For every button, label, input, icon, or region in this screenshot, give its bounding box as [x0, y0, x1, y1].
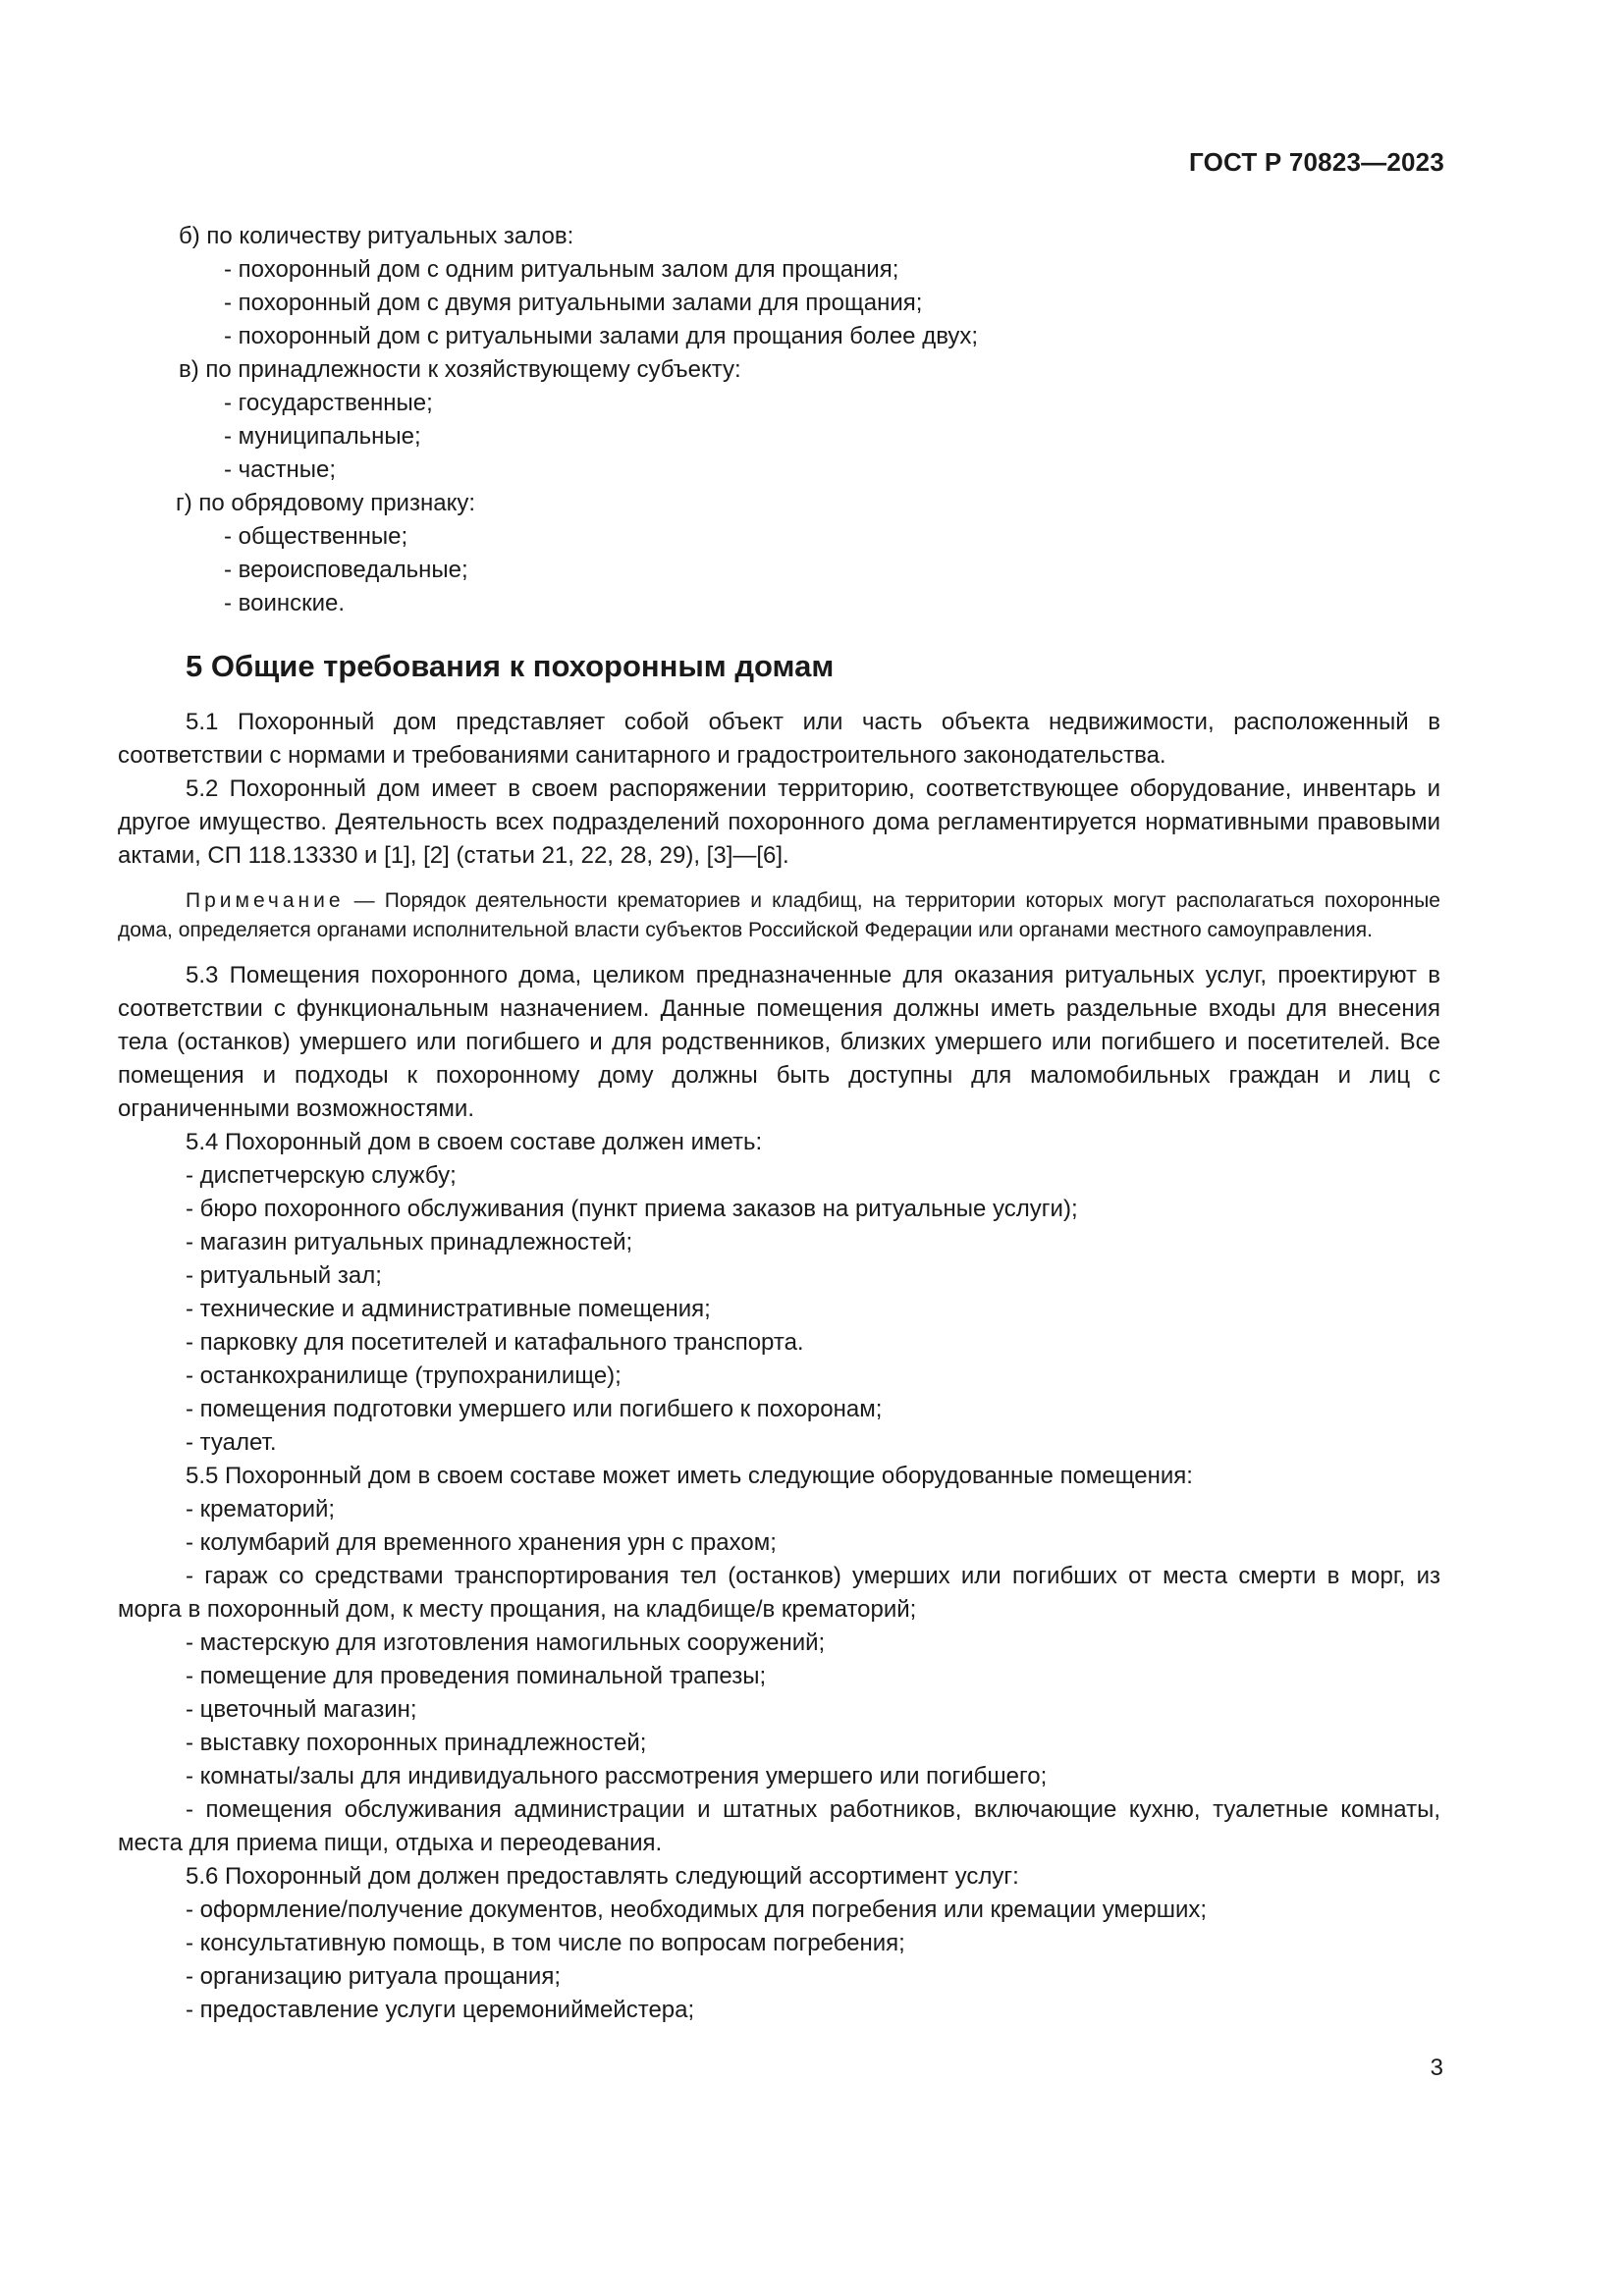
list-item: - выставку похоронных принадлежностей; [186, 1730, 647, 1756]
list-item: - останкохранилище (трупохранилище); [186, 1362, 622, 1389]
list-item: - похоронный дом с одним ритуальным залом для прощания; [224, 256, 899, 283]
list-item: - крематорий; [186, 1496, 336, 1522]
list-title: в) по принадлежности к хозяйствующему субъекту: [179, 356, 741, 383]
list-item: - ритуальный зал; [186, 1262, 382, 1289]
list-item: - воинские. [224, 590, 346, 616]
section-heading: 5 Общие требования к похоронным домам [186, 649, 835, 683]
list-item: - цветочный магазин; [186, 1696, 417, 1723]
paragraph-5-4: 5.4 Похоронный дом в своем составе должен иметь: [186, 1129, 763, 1155]
list-item: - помещения обслуживания администрации и штатных работников, включающие кухню, туалетные комнаты, места для приема пищи, отдыха и переодевания. [118, 1796, 1440, 1856]
list-item: - предоставление услуги церемониймейстера; [186, 1997, 695, 2023]
list-item: - колумбарий для временного хранения урн с прахом; [186, 1529, 777, 1556]
paragraph-5-2: 5.2 Похоронный дом имеет в своем распоряжении территорию, соответствующее оборудование, инвентарь и другое имущество. Деятельность всех подразделений похоронного дома регламентируется нормативными правовыми актами, СП 118.13330 и [1], [2] (статьи 21, 22, 28, 29), [3]—[6]. [118, 775, 1440, 869]
list-item: - помещение для проведения поминальной трапезы; [186, 1663, 767, 1689]
list-item: - мастерскую для изготовления намогильных сооружений; [186, 1629, 826, 1656]
note-text: — Порядок деятельности крематориев и кладбищ, на территории которых могут располагаться похоронные дома, определяется органами исполнительной власти субъектов Российской Федерации или органами местного самоуправления. [118, 889, 1440, 941]
page-content [118, 220, 1440, 2027]
list-item: - диспетчерскую службу; [186, 1162, 457, 1189]
list-item: - бюро похоронного обслуживания (пункт приема заказов на ритуальные услуги); [186, 1196, 1078, 1222]
list-item: - магазин ритуальных принадлежностей; [186, 1229, 633, 1255]
list-item: - технические и административные помещения; [186, 1296, 711, 1322]
paragraph-5-6: 5.6 Похоронный дом должен предоставлять следующий ассортимент услуг: [186, 1863, 1019, 1890]
list-item: - консультативную помощь, в том числе по вопросам погребения; [186, 1930, 905, 1956]
note [118, 886, 1440, 945]
list-item: - туалет. [186, 1429, 277, 1456]
list-item: - муниципальные; [224, 423, 421, 450]
list-title: г) по обрядовому признаку: [176, 490, 476, 516]
document-code: ГОСТ Р 70823—2023 [1189, 147, 1444, 177]
list-item: - помещения подготовки умершего или погибшего к похоронам; [186, 1396, 883, 1422]
list-item: - вероисповедальные; [224, 557, 468, 583]
list-item: - государственные; [224, 390, 433, 416]
paragraph-5-3: 5.3 Помещения похоронного дома, целиком предназначенные для оказания ритуальных услуг, проектируют в соответствии с функциональным назначением. Данные помещения должны иметь раздельные входы для внесения тела (останков) умершего или погибшего и для родственников, близких умершего или погибшего и посетителей. Все помещения и подходы к похоронному дому должны быть доступны для маломобильных граждан и лиц с ограниченными возможностями. [118, 962, 1440, 1122]
list-item: - похоронный дом с двумя ритуальными залами для прощания; [224, 290, 923, 316]
list-item: - общественные; [224, 523, 408, 550]
list-item: - оформление/получение документов, необходимых для погребения или кремации умерших; [186, 1896, 1208, 1923]
list-item: - гараж со средствами транспортирования тел (останков) умерших или погибших от места смерти в морг, из морга в похоронный дом, к месту прощания, на кладбище/в крематорий; [118, 1563, 1440, 1623]
list-item: - похоронный дом с ритуальными залами для прощания более двух; [224, 323, 979, 349]
list-item: - парковку для посетителей и катафального транспорта. [186, 1329, 804, 1356]
list-item: - частные; [224, 456, 337, 483]
paragraph-5-5: 5.5 Похоронный дом в своем составе может иметь следующие оборудованные помещения: [186, 1463, 1193, 1489]
list-item: - организацию ритуала прощания; [186, 1963, 561, 1990]
paragraph-5-1: 5.1 Похоронный дом представляет собой объект или часть объекта недвижимости, расположенный в соответствии с нормами и требованиями санитарного и градостроительного законодательства. [118, 709, 1440, 769]
page-number: 3 [1430, 2055, 1443, 2081]
list-title: б) по количеству ритуальных залов: [179, 223, 574, 249]
list-item: - комнаты/залы для индивидуального рассмотрения умершего или погибшего; [186, 1763, 1048, 1789]
note-label: Примечание [186, 889, 345, 912]
